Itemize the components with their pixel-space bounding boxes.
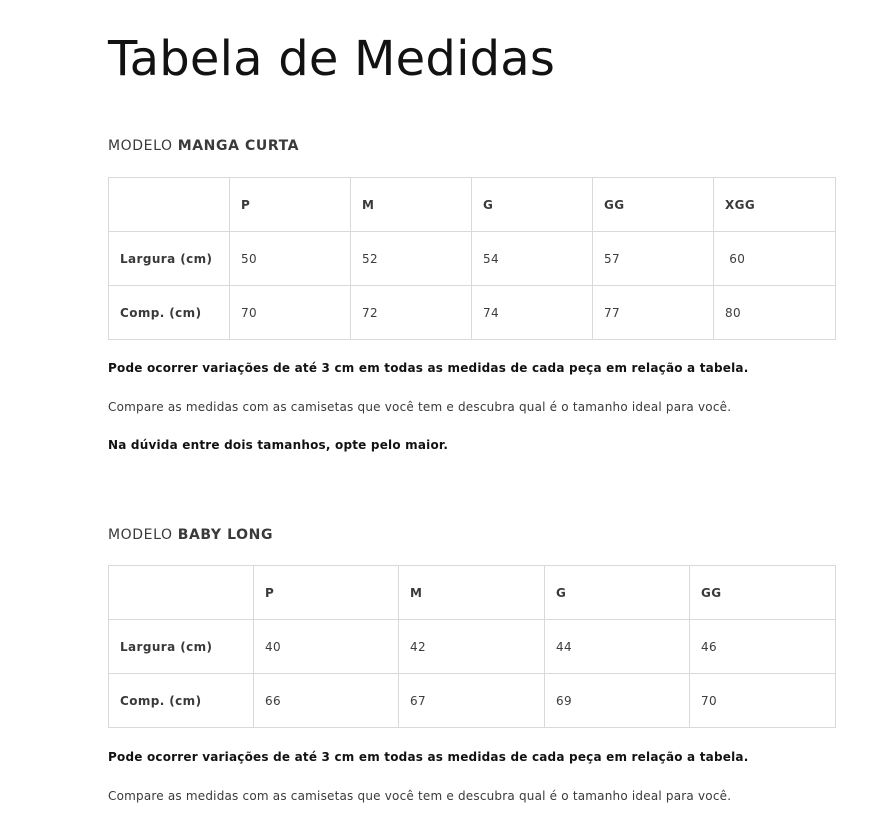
note-variation-warning: Pode ocorrer variações de até 3 cm em todas as medidas de cada peça em relação a tabela. [108,361,749,375]
table-row [109,232,836,286]
table-header-row [109,566,836,620]
table-cell: 69 [545,674,690,728]
table-cell: 72 [351,286,472,340]
note-choose-larger: Na dúvida entre dois tamanhos, opte pelo maior. [108,438,449,452]
header-cell-size: P [254,566,399,620]
note-compare-advice: Compare as medidas com as camisetas que você tem e descubra qual é o tamanho ideal para você. [108,400,732,414]
table-cell: 70 [230,286,351,340]
table-cell: 66 [254,674,399,728]
table-cell: 70 [690,674,836,728]
header-cell [109,566,254,620]
page-title: Tabela de Medidas [108,31,556,87]
section-heading-prefix: MODELO [108,138,178,154]
header-cell-size: P [230,178,351,232]
table-header-row [109,178,836,232]
header-cell-size: M [351,178,472,232]
table-cell: 42 [399,620,545,674]
row-label-largura: Largura (cm) [109,232,230,286]
table-cell: 74 [472,286,593,340]
table-row [109,620,836,674]
table-cell: 40 [254,620,399,674]
table-cell: 52 [351,232,472,286]
section-heading-prefix: MODELO [108,527,178,543]
note-compare-advice: Compare as medidas com as camisetas que você tem e descubra qual é o tamanho ideal para você. [108,789,732,803]
table-cell: 57 [593,232,714,286]
header-cell-size: XGG [714,178,836,232]
header-cell-size: G [472,178,593,232]
table-row [109,674,836,728]
row-label-comprimento: Comp. (cm) [109,674,254,728]
table-cell: 80 [714,286,836,340]
header-cell [109,178,230,232]
section-heading-manga-curta [108,137,299,155]
table-cell: 60 [714,232,836,286]
section-heading-baby-long [108,526,273,544]
table-cell: 77 [593,286,714,340]
size-table-manga-curta [108,177,836,340]
row-label-largura: Largura (cm) [109,620,254,674]
table-cell: 50 [230,232,351,286]
table-row [109,286,836,340]
header-cell-size: G [545,566,690,620]
table-cell: 54 [472,232,593,286]
header-cell-size: M [399,566,545,620]
size-table-baby-long [108,565,836,728]
section-heading-model-name: BABY LONG [177,527,274,543]
note-variation-warning: Pode ocorrer variações de até 3 cm em todas as medidas de cada peça em relação a tabela. [108,750,749,764]
table-cell: 46 [690,620,836,674]
table-cell: 67 [399,674,545,728]
section-heading-model-name: MANGA CURTA [177,138,300,154]
header-cell-size: GG [593,178,714,232]
header-cell-size: GG [690,566,836,620]
row-label-comprimento: Comp. (cm) [109,286,230,340]
table-cell: 44 [545,620,690,674]
